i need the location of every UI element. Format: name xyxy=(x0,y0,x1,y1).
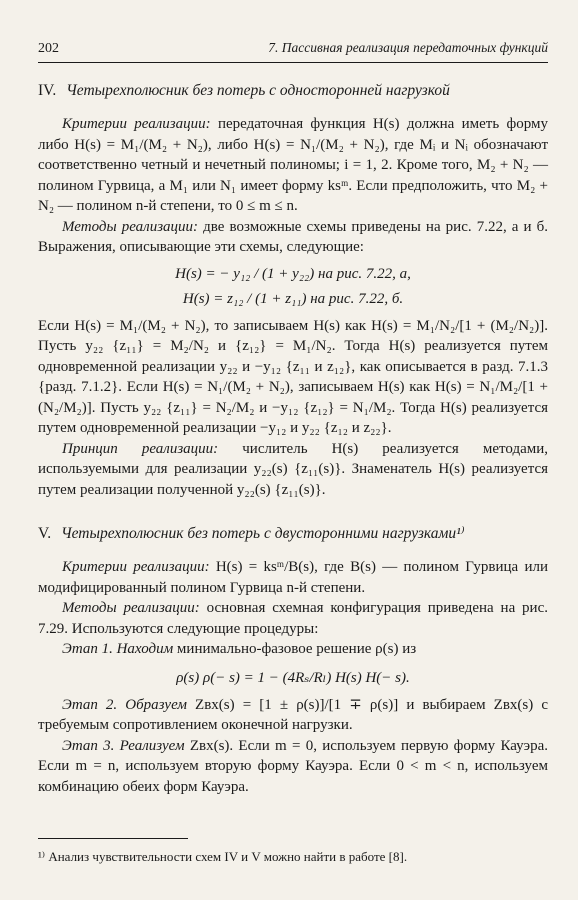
equation-3: ρ(s) ρ(− s) = 1 − (4Rₛ/Rₗ) H(s) H(− s). xyxy=(176,669,410,686)
step-3-paragraph xyxy=(38,736,548,798)
principle-paragraph xyxy=(38,439,548,501)
methods-lead: Методы реализации: xyxy=(62,600,200,616)
case-text: Если H(s) = M₁/(M₂ + N₂), то записываем H(s) как H(s) = M₁/N₂/[1 + (M₂/N₂)]. Пусть y₂₂ {z₁₁} = M₂/N₂ и {z₁₂} = M₁/N₂. Тогда H(s) реализуется путем одновременной реализации y₂₂ и −y₁₂ {z₁₁ и z₁₂}, как описывается в разд. 7.1.3 {разд. 7.1.2}. Если H(s) = N₁/(M₂ + N₂), записываем H(s) как H(s) = N₁/M₂/[1 + (N₂/M₂)]. Пусть y₂₂ {z₁₁} = N₂/M₂ и −y₁₂ {z₁₂} = N₁/M₂. Тогда H(s) реализуется путем одновременной реализации −y₁₂ и y₂₂ {z₁₂ и z₂₂}. xyxy=(38,317,548,436)
section-number: IV. xyxy=(38,82,57,99)
principle-text: числитель H(s) реализуется методами, используемыми для реализации y₂₂(s) {z₁₁(s)}. Знаменатель H(s) реализуется путем реализации полученной y₂₂(s) {z₁₁(s)}. xyxy=(38,440,549,498)
step-2-text: Zвх(s) = [1 ± ρ(s)]/[1 ∓ ρ(s)] и выбираем Zвх(s) с требуемым сопротивлением оконечной нагрузки. xyxy=(38,696,549,733)
section-v-heading xyxy=(38,524,548,543)
step-1-paragraph xyxy=(38,639,548,660)
page-number: 202 xyxy=(38,41,59,56)
equation-1: H(s) = − y₁₂ / (1 + y₂₂) на рис. 7.22, а, xyxy=(175,265,411,282)
criteria-lead: Критерии реализации: xyxy=(62,116,211,132)
criteria-text: передаточная функция H(s) должна иметь форму либо H(s) = M₁/(M₂ + N₂), либо H(s) = N₁/(M₂ + N₂), где Mᵢ и Nᵢ обозначают соответственно четный и нечетный полиномы; i = 1, 2. Кроме того, M₂ + N₂ — полином Гурвица, а M₁ или N₁ имеет форму ksᵐ. Если предположить, что M₂ + N₂ — полином n-й степени, то 0 ≤ m ≤ n. xyxy=(38,116,548,214)
page-body xyxy=(38,82,548,797)
criteria-paragraph xyxy=(38,114,548,217)
methods-paragraph xyxy=(38,598,548,639)
section-title: Четырехполюсник без потерь с односторонней нагрузкой xyxy=(66,82,450,99)
methods-lead: Методы реализации: xyxy=(62,218,199,235)
methods-text: две возможные схемы приведены на рис. 7.22, а и б. Выражения, описывающие эти схемы, следующие: xyxy=(38,218,549,255)
footnote-text: ¹⁾ Анализ чувствительности схем IV и V можно найти в работе [8]. xyxy=(38,849,408,864)
principle-lead: Принцип реализации: xyxy=(62,440,219,457)
section-title: Четырехполюсник без потерь с двусторонними нагрузками¹⁾ xyxy=(60,525,465,542)
step-2-paragraph xyxy=(38,695,548,736)
section-iv-heading xyxy=(38,82,548,100)
footnote xyxy=(38,838,408,865)
equation-2: H(s) = z₁₂ / (1 + z₁₁) на рис. 7.22, б. xyxy=(182,290,404,307)
criteria-paragraph xyxy=(38,557,548,598)
step-3-text: Zвх(s). Если m = 0, используем первую форму Кауэра. Если m = n, используем вторую форму Кауэра. Если 0 < m < n, используем комбинацию обеих форм Кауэра. xyxy=(38,737,548,795)
running-title: 7. Пассивная реализация передаточных функций xyxy=(268,40,548,55)
section-number: V. xyxy=(38,525,52,542)
step-2-lead: Этап 2. Образуем xyxy=(62,696,187,713)
criteria-text: H(s) = ksᵐ/B(s), где B(s) — полином Гурвица или модифицированный полином Гурвица n-й степени. xyxy=(38,559,548,596)
step-3-lead: Этап 3. Реализуем xyxy=(62,737,185,754)
step-1-text: минимально-фазовое решение ρ(s) из xyxy=(176,641,417,657)
criteria-lead: Критерии реализации: xyxy=(62,559,210,575)
methods-text: основная схемная конфигурация приведена на рис. 7.29. Используются следующие процедуры: xyxy=(38,600,548,637)
page-header xyxy=(38,40,548,63)
methods-paragraph xyxy=(38,217,548,258)
case-paragraph xyxy=(38,316,548,439)
step-1-lead: Этап 1. Находим xyxy=(62,641,174,657)
